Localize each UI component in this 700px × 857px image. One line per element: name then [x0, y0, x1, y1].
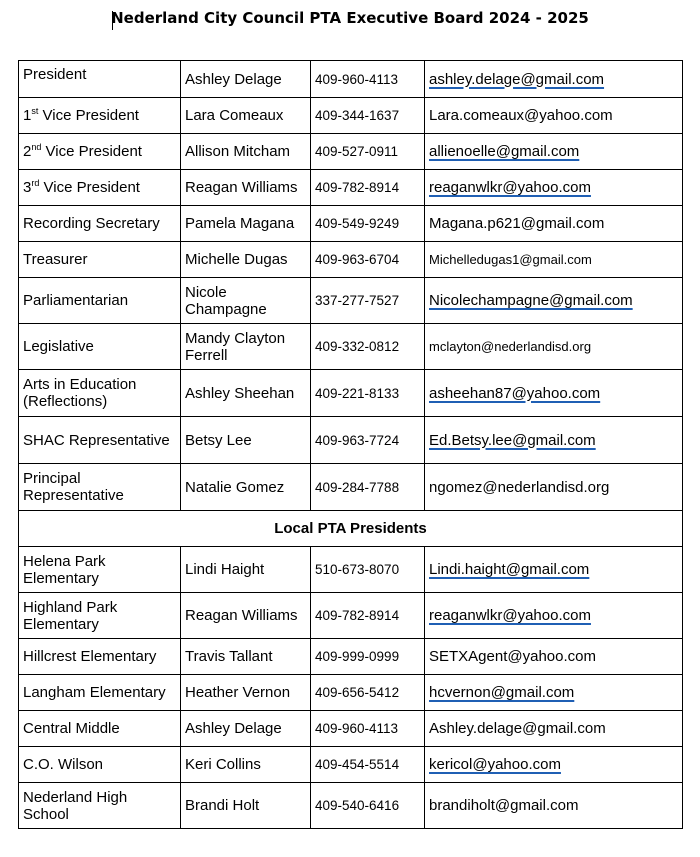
name-cell: Brandi Holt [181, 783, 311, 829]
school-cell: Helena Park Elementary [19, 547, 181, 593]
name-cell: Lara Comeaux [181, 98, 311, 134]
name-cell: Michelle Dugas [181, 242, 311, 278]
board-table [18, 60, 683, 829]
table-row [19, 98, 683, 134]
table-row [19, 134, 683, 170]
name-cell: Lindi Haight [181, 547, 311, 593]
email-link[interactable]: hcvernon@gmail.com [429, 684, 575, 701]
phone-cell: 409-999-0999 [311, 639, 425, 675]
school-cell: Hillcrest Elementary [19, 639, 181, 675]
role-cell: SHAC Representative [19, 417, 181, 464]
role-cell: Arts in Education (Reflections) [19, 370, 181, 417]
email-cell: Magana.p621@gmail.com [425, 206, 683, 242]
phone-cell: 337-277-7527 [311, 278, 425, 324]
phone-cell: 409-284-7788 [311, 464, 425, 511]
email-cell: Michelledugas1@gmail.com [425, 242, 683, 278]
email-link[interactable]: reaganwlkr@yahoo.com [429, 607, 591, 624]
phone-cell: 409-782-8914 [311, 593, 425, 639]
phone-cell: 409-963-7724 [311, 417, 425, 464]
role-cell: Principal Representative [19, 464, 181, 511]
table-row [19, 206, 683, 242]
role-cell: 2nd Vice President [19, 134, 181, 170]
phone-cell: 409-540-6416 [311, 783, 425, 829]
table-row [19, 675, 683, 711]
name-cell: Travis Tallant [181, 639, 311, 675]
email-link[interactable]: allienoelle@gmail.com [429, 143, 580, 160]
table-row [19, 170, 683, 206]
role-cell: Legislative [19, 324, 181, 370]
email-cell: mclayton@nederlandisd.org [425, 324, 683, 370]
school-cell: Langham Elementary [19, 675, 181, 711]
school-cell: C.O. Wilson [19, 747, 181, 783]
email-cell: Lara.comeaux@yahoo.com [425, 98, 683, 134]
email-link[interactable]: Nicolechampagne@gmail.com [429, 292, 633, 309]
name-cell: Ashley Sheehan [181, 370, 311, 417]
role-cell: Recording Secretary [19, 206, 181, 242]
email-link[interactable]: ashley.delage@gmail.com [429, 70, 605, 88]
phone-cell: 409-344-1637 [311, 98, 425, 134]
role-cell: Treasurer [19, 242, 181, 278]
phone-cell: 409-782-8914 [311, 170, 425, 206]
table-row [19, 61, 683, 98]
phone-cell: 409-221-8133 [311, 370, 425, 417]
table-row [19, 747, 683, 783]
email-link[interactable]: asheehan87@yahoo.com [429, 384, 601, 402]
name-cell: Heather Vernon [181, 675, 311, 711]
name-cell: Reagan Williams [181, 170, 311, 206]
table-row [19, 783, 683, 829]
name-cell: Betsy Lee [181, 417, 311, 464]
name-cell: Nicole Champagne [181, 278, 311, 324]
phone-cell: 409-656-5412 [311, 675, 425, 711]
role-cell: 1st Vice President [19, 98, 181, 134]
table-row [19, 324, 683, 370]
name-cell: Allison Mitcham [181, 134, 311, 170]
table-row [19, 464, 683, 511]
name-cell: Pamela Magana [181, 206, 311, 242]
phone-cell: 409-332-0812 [311, 324, 425, 370]
table-row [19, 639, 683, 675]
table-row [19, 547, 683, 593]
section-title: Local PTA Presidents [19, 511, 683, 547]
table-row [19, 370, 683, 417]
name-cell: Mandy Clayton Ferrell [181, 324, 311, 370]
phone-cell: 409-963-6704 [311, 242, 425, 278]
document-title: Nederland City Council PTA Executive Board 2024 - 2025 [111, 9, 589, 27]
email-link[interactable]: kericol@yahoo.com [429, 756, 561, 773]
email-link[interactable]: Lindi.haight@gmail.com [429, 561, 590, 578]
school-cell: Nederland High School [19, 783, 181, 829]
section-row [19, 511, 683, 547]
phone-cell: 409-549-9249 [311, 206, 425, 242]
school-cell: Highland Park Elementary [19, 593, 181, 639]
name-cell: Ashley Delage [181, 61, 311, 98]
role-cell: 3rd Vice President [19, 170, 181, 206]
name-cell: Ashley Delage [181, 711, 311, 747]
role-cell: President [19, 61, 181, 98]
table-row [19, 711, 683, 747]
name-cell: Keri Collins [181, 747, 311, 783]
phone-cell: 510-673-8070 [311, 547, 425, 593]
email-cell: brandiholt@gmail.com [425, 783, 683, 829]
email-cell: Ashley.delage@gmail.com [425, 711, 683, 747]
email-link[interactable]: reaganwlkr@yahoo.com [429, 179, 591, 196]
table-row [19, 593, 683, 639]
table-row [19, 278, 683, 324]
email-cell: SETXAgent@yahoo.com [425, 639, 683, 675]
email-link[interactable]: Ed.Betsy.lee@gmail.com [429, 431, 596, 449]
phone-cell: 409-527-0911 [311, 134, 425, 170]
school-cell: Central Middle [19, 711, 181, 747]
phone-cell: 409-960-4113 [311, 61, 425, 98]
phone-cell: 409-960-4113 [311, 711, 425, 747]
name-cell: Reagan Williams [181, 593, 311, 639]
email-cell: ngomez@nederlandisd.org [425, 464, 683, 511]
table-row [19, 417, 683, 464]
name-cell: Natalie Gomez [181, 464, 311, 511]
table-row [19, 242, 683, 278]
role-cell: Parliamentarian [19, 278, 181, 324]
phone-cell: 409-454-5514 [311, 747, 425, 783]
